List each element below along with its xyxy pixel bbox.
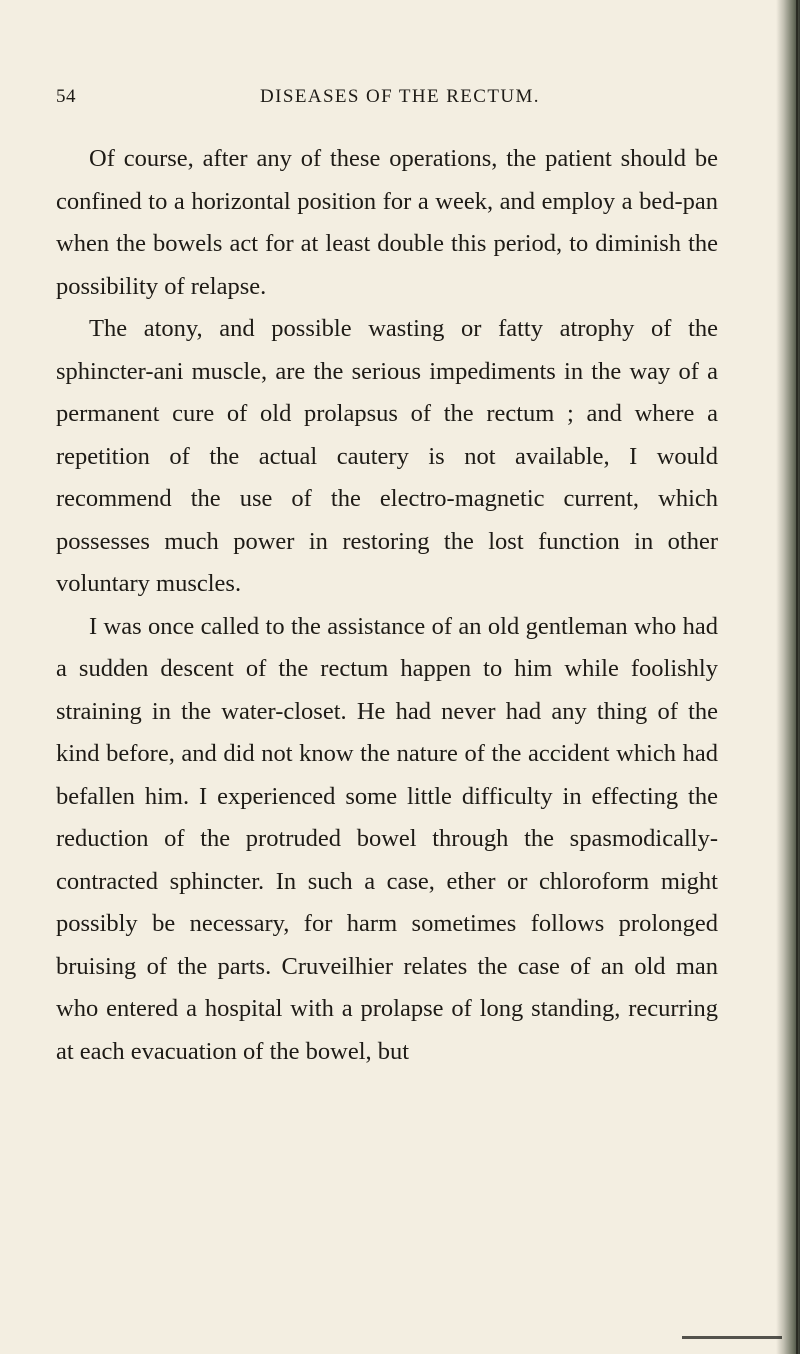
bottom-edge-line <box>682 1336 782 1339</box>
page-edge-line <box>796 0 798 1354</box>
paragraph-3: I was once called to the assistance of an old gentleman who had a sudden descent of the rectum happen to him while foolishly straining in the water-closet. He had never had any thing of the kind before, and did not know the nature of the accident which had befallen him. I experienced some little difficulty in effecting the reduction of the protruded bowel through the spasmodically-contracted sphincter. In such a case, ether or chloroform might possibly be necessary, for harm sometimes follows prolonged bruising of the parts. Cruveilhier relates the case of an old man who entered a hospital with a prolapse of long standing, recurring at each evacuation of the bowel, but <box>56 612 718 1065</box>
paragraph-2: The atony, and possible wasting or fatty atrophy of the sphincter-ani muscle, are the serious impediments in the way of a permanent cure of old prolapsus of the rectum ; and where a repetition of the actual cautery is not available, I would recommend the use of the electro-magnetic current, which possesses much power in restoring the lost function in other voluntary muscles. <box>56 315 718 597</box>
running-head: DISEASES OF THE RECTUM. <box>260 86 540 107</box>
paragraph-1: Of course, after any of these operations, the patient should be confined to a horizontal position for a week, and employ a bed-pan when the bowels act for at least double this period, to diminish the possibility of relapse. <box>56 145 718 300</box>
page-header <box>56 86 746 116</box>
page-number: 54 <box>56 86 76 107</box>
body-text <box>56 138 718 1073</box>
